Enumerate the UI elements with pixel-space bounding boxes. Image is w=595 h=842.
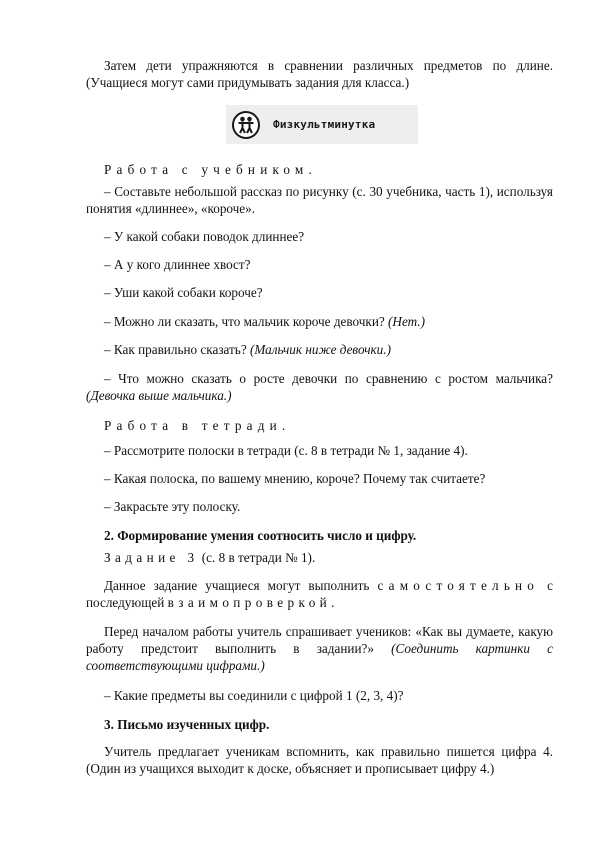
notebook-item-text: – Закрасьте эту полоску. — [104, 499, 241, 514]
final-paragraph-text: Учитель предлагает ученикам вспомнить, как правильно пишется цифра 4. (Один из учащихся выходит к доске, объясняет и прописывает цифру 4.) — [86, 744, 553, 776]
independent-end: . — [331, 595, 335, 610]
section-heading-writing — [86, 716, 553, 733]
independent-text-2: с последующей — [86, 578, 553, 610]
section-heading-number-digit-text: 2. Формирование умения соотносить число и цифру. — [104, 528, 417, 543]
question-text: – У какой собаки поводок длиннее? — [104, 229, 305, 244]
answer-text: (Нет.) — [388, 314, 425, 329]
independent-text: Данное задание учащиеся могут выполнить — [104, 578, 378, 593]
notebook-item — [86, 470, 553, 487]
peer-review-spaced-word: взаимопроверкой — [167, 595, 332, 610]
section-heading-notebook-text: Работа в тетради. — [104, 418, 291, 433]
section-heading-textbook — [86, 161, 553, 178]
task-label: Задание 3 — [104, 550, 199, 565]
answer-text: (Девочка выше мальчика.) — [86, 388, 232, 403]
question-text: – Уши какой собаки короче? — [104, 285, 263, 300]
answer-text: (Мальчик ниже девочки.) — [249, 342, 391, 357]
notebook-item — [86, 498, 553, 515]
question-item — [86, 228, 553, 245]
question-item — [86, 183, 553, 217]
connect-question-text: – Какие предметы вы соединили с цифрой 1 (2, 3, 4)? — [104, 688, 404, 703]
final-paragraph — [86, 743, 553, 777]
teacher-question-paragraph — [86, 623, 553, 674]
teacher-answer-text: (Соединить картинки с соответствующими цифрами.) — [86, 641, 553, 673]
notebook-item-text: – Какая полоска, по вашему мнению, короче? Почему так считаете? — [104, 471, 486, 486]
independent-spaced-word: самостоятельно — [377, 578, 540, 593]
question-text: – Составьте небольшой рассказ по рисунку (с. 30 учебника, часть 1), используя понятия «длиннее», «короче». — [86, 184, 553, 216]
independent-work-paragraph — [86, 577, 553, 611]
question-item — [86, 284, 553, 301]
question-item — [86, 370, 553, 404]
notebook-item-text: – Рассмотрите полоски в тетради (с. 8 в тетради № 1, задание 4). — [104, 443, 468, 458]
intro-paragraph — [86, 57, 553, 91]
question-text: – Можно ли сказать, что мальчик короче девочки? — [104, 314, 389, 329]
connect-question — [86, 687, 553, 704]
intro-text: Затем дети упражняются в сравнении различных предметов по длине. (Учащиеся могут сами придумывать задания для класса.) — [86, 58, 553, 90]
question-item — [86, 313, 553, 330]
question-text: – А у кого длиннее хвост? — [104, 257, 251, 272]
banner-label: Физкультминутка — [273, 118, 376, 131]
physical-break-banner — [226, 105, 418, 144]
question-text: – Как правильно сказать? — [104, 342, 250, 357]
section-heading-number-digit — [86, 527, 553, 544]
question-item — [86, 341, 553, 358]
teacher-question-text: Перед началом работы учитель спрашивает учеников: «Как вы думаете, какую работу предстоит выполнить в задании?» — [86, 624, 553, 656]
task-line — [86, 549, 553, 566]
section-heading-writing-text: 3. Письмо изученных цифр. — [104, 717, 270, 732]
notebook-item — [86, 442, 553, 459]
question-item — [86, 256, 553, 273]
question-text: – Что можно сказать о росте девочки по сравнению с ростом мальчика? — [104, 371, 553, 386]
two-figures-icon — [232, 111, 260, 139]
section-heading-notebook — [86, 417, 553, 434]
section-heading-textbook-text: Работа с учебником. — [104, 162, 317, 177]
task-ref: (с. 8 в тетради № 1). — [198, 550, 316, 565]
